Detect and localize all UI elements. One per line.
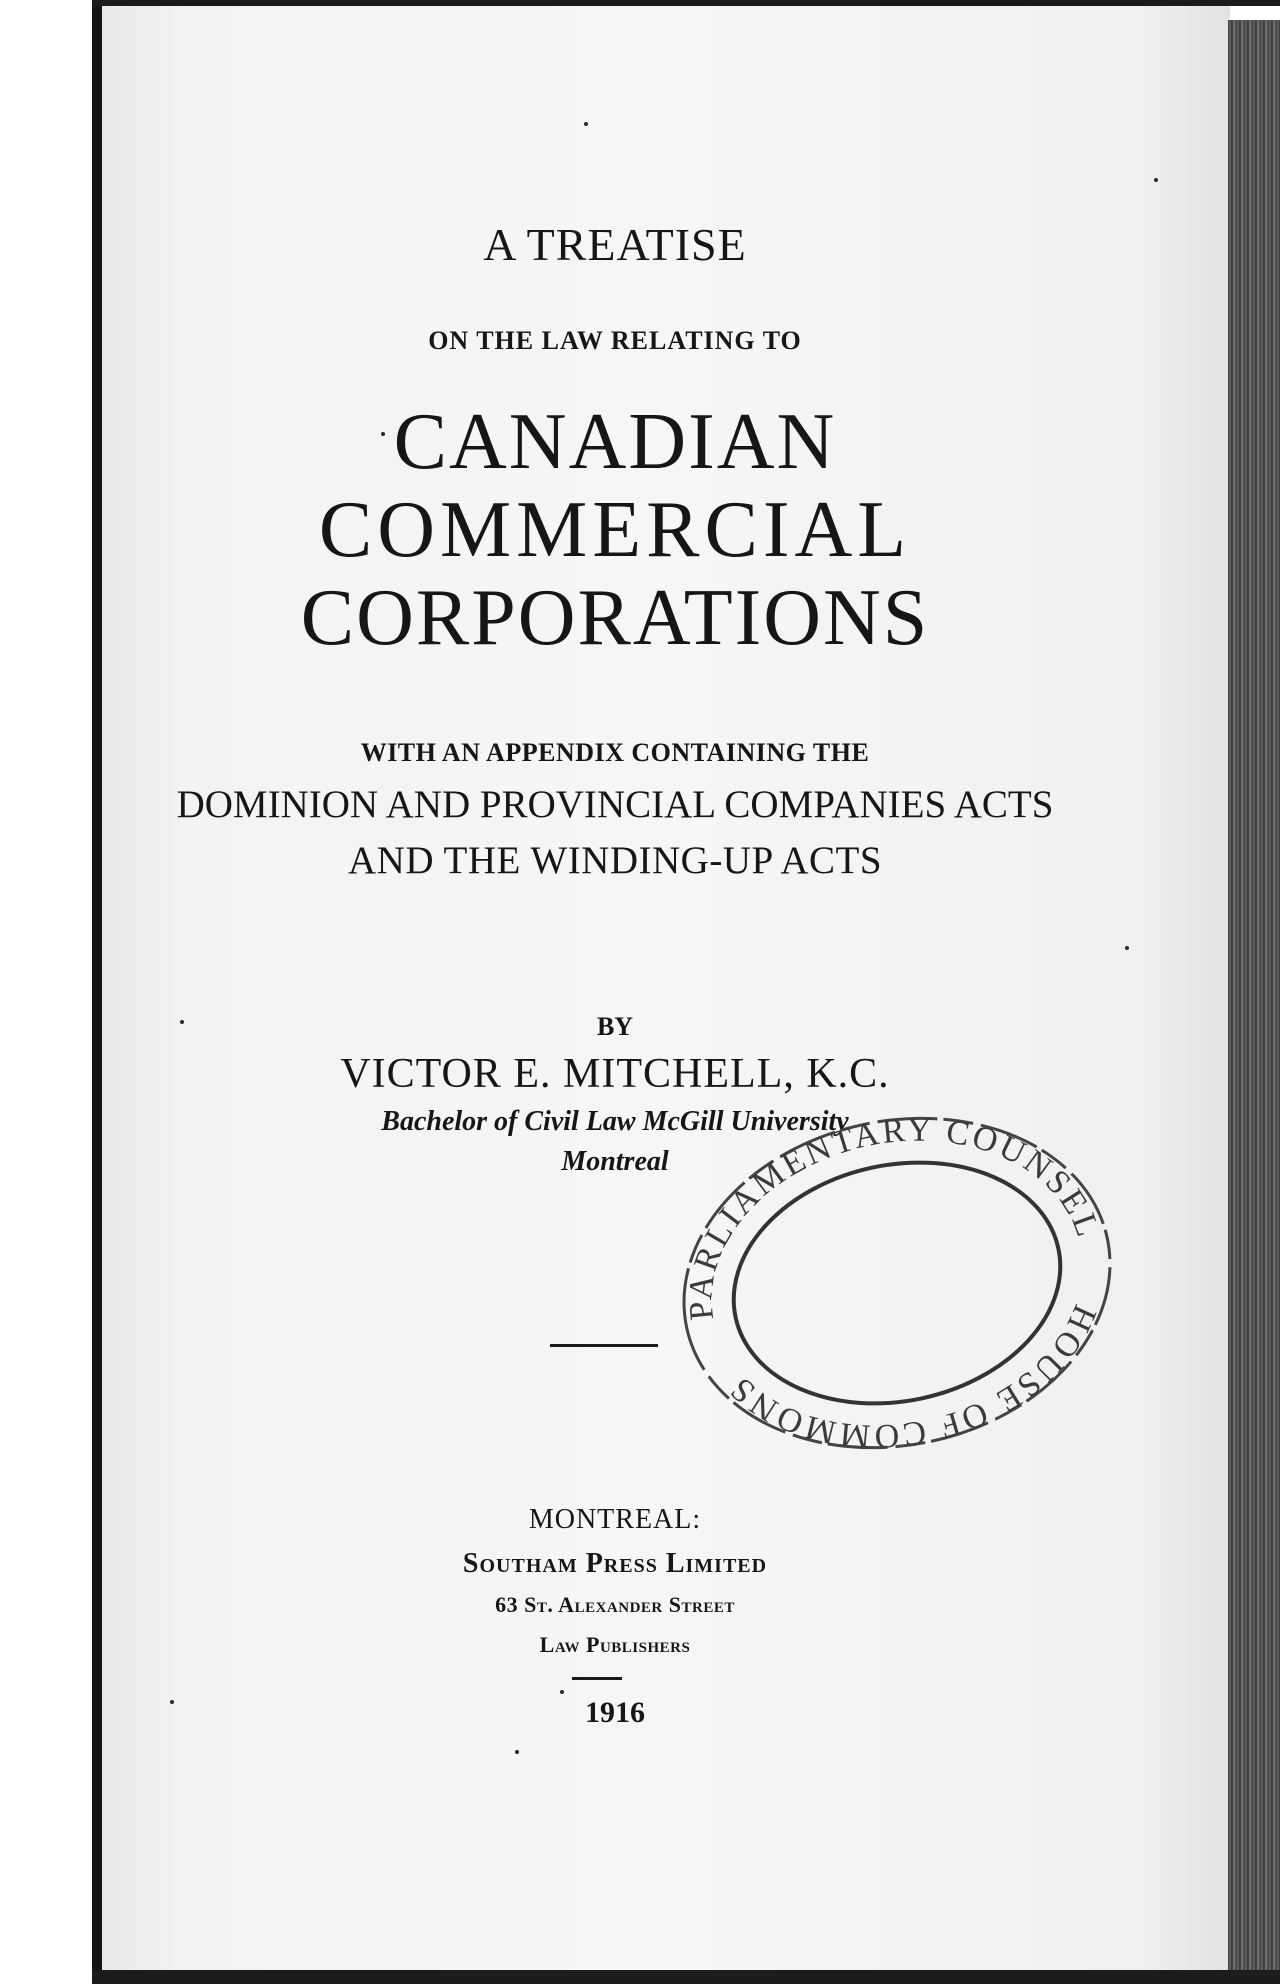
library-stamp (672, 1108, 1122, 1458)
imprint-rule (572, 1677, 622, 1680)
scan-margin (0, 0, 94, 1984)
author-city: Montreal (561, 1146, 669, 1177)
publisher-role: Law Publishers (539, 1632, 691, 1657)
stamp-top-text: HOUSE OF COMMONS (721, 1299, 1104, 1455)
publisher-address: 63 St. Alexander Street (495, 1592, 735, 1617)
appendix-line-3: AND THE WINDING-UP ACTS (347, 839, 883, 882)
scan-top-border (92, 0, 1280, 6)
main-title-line-1: CANADIAN (393, 398, 837, 486)
page-edges (1228, 20, 1280, 1984)
publication-year: 1916 (585, 1696, 645, 1729)
appendix-line-2: DOMINION AND PROVINCIAL COMPANIES ACTS (176, 783, 1054, 826)
publisher-name: Southam Press Limited (462, 1548, 768, 1579)
main-title-line-2: COMMERCIAL (318, 486, 912, 574)
treatise-title: A TREATISE (483, 219, 747, 270)
main-title-line-3: CORPORATIONS (300, 574, 930, 662)
divider-rule (550, 1344, 658, 1347)
binding-edge (92, 0, 102, 1984)
scan-bottom-border (92, 1970, 1280, 1984)
stamp-bottom-text: PARLIAMENTARY COUNSEL (682, 1111, 1108, 1322)
author-name: VICTOR E. MITCHELL, K.C. (340, 1051, 890, 1097)
by-label: BY (596, 1012, 634, 1041)
author-credential: Bachelor of Civil Law McGill University (381, 1106, 849, 1137)
title-page (102, 0, 1230, 1972)
appendix-line-1: WITH AN APPENDIX CONTAINING THE (360, 738, 870, 767)
imprint-city: MONTREAL: (528, 1504, 702, 1535)
treatise-subtitle: ON THE LAW RELATING TO (428, 326, 802, 355)
